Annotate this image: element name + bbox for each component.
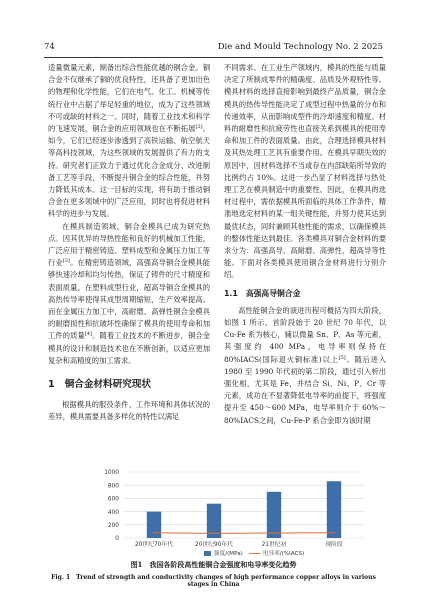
x-tick-label: 现阶段 [325,542,343,548]
running-header [44,42,383,56]
y-tick-label: 0 [115,536,119,543]
y-tick-label: 600 [107,496,119,503]
bar [267,492,281,538]
y-tick-label: 800 [107,483,119,490]
line-point [213,532,215,534]
y-tick-label: 200 [107,523,119,529]
figure-caption-cn: 图1 我国各阶段高性能铜合金强度和电导率变化趋势 [130,560,297,569]
figure-1 [44,468,383,558]
paragraph: 不同需求。在工业生产领域内，模具的性能与质量决定了所制成零件的精确度、品质及外观特性等。模具材料的选择直接影响到最终产品质量，铜合金模具的热传导性能决定了成型过程中热量的分布和传递效率，从而影响成型件的冷却速度和精度。材料的耐磨性和抗疲劳性也直接关系到模具的使用寿命和加工件的表面质量。由此，合理选择模具材料及其热处理工艺具有重要作用。在模具早期失效的原因中，因材料选择不当或存在内部缺陷所导致的比例约占 10%。这进一步凸显了材料选择与热处理工艺在模具制造中的重要性。因此，在模具的选材过程中，需依据模具所面临的具体工作条件，精准地选定材料的某一组关键性能，并努力使其达到最优状态，同时兼顾其他性能的需求，以确保模具的整体性能达到最佳。各类模具对铜合金材料的要求分为：高强高导、高耐磨、高弹性、超高导等性能。下面对各类模具使用铜合金材料进行分别介绍。 [224,63,386,280]
section-heading [48,379,210,391]
y-tick-label: 1000 [104,470,119,477]
paragraph: 高性能铜合金的演进历程可概括为四大阶段，如图 1 所示。首阶段始于 20 世纪 70 年代，以 Cu-Fe 系为核心，辅以微量 Sn、P、As 等元素，其强度约 400 MPa，电导率则保持在 80%IACS(国际退火铜标准)以上[5]。随后进入 1980 至 1990 年代初的第二阶段，通过引入析出强化相，尤其是 Fe，并结合 Si、Ni、P、Cr 等元素，成功在不显著降低电导率的前提下，将强度提升至 450～600 MPa，电导率则介于 60%～80%IACS之间，Cu-Fe-P 系合金即为该时期 [224,305,386,425]
paragraph: 在模具制造领域，铜合金模具已成为研究热点。因其优异的导热性能和良好的机械加工性能，广泛应用于精密铸造、塑料成型和金属压力加工等行业[3]。在精密铸造领域，高强高导铜合金模具能够快速冷却和均匀传热，保证了铸件的尺寸精度和表面质量。在塑料成型行业，超高导铜合金模具的高热传导率使得其成型周期缩短，生产效率提高。而在金属压力加工中，高耐磨、高弹性铜合金模具的耐磨损性和抗破坏性确保了模具的使用寿命和加工件的质量[4]。随着工业技术的不断进步，铜合金模具的设计和制造技术也在不断创新，以适应更加复杂和高精度的加工需求。 [48,221,211,365]
line-point [153,532,155,534]
subsection-title: 高强高导铜合金 [245,288,301,298]
x-tick-label: 20世纪70年代 [135,542,173,548]
figure-caption-en: Fig. 1 Trend of strength and conductivity changes of high performance copper alloys in various stages in China [51,574,376,588]
conductivity-line [154,533,334,534]
legend-swatch-bar [204,551,211,556]
subsection-number: 1.1 [224,288,238,298]
left-column [48,62,210,424]
y-tick-label: 400 [107,509,119,516]
page-number: 74 [44,42,55,52]
legend-label: 强度/(MPa) [214,551,243,557]
bar [147,512,161,538]
paragraph: 适量微量元素，制备出综合性能优越的铜合金。铜合金不仅继承了铜的优良特性，还具备了更加出色的物理和化学性能，它们在电气、化工、机械等传统行业中占据了举足轻重的地位，成为了这些领域不可或缺的材料之一。同时，随着工业技术和科学的飞速发展，铜合金的应用领域也在不断拓展[2]。如今，它们已经逐步渗透到了高铁运输、航空航天等高科技领域，为这些领域的发展提供了有力的支持。研究者们正致力于通过优化合金成分、改进制备工艺等手段，不断提升铜合金的综合性能，并努力降低其成本。这一目标的实现，将有助于推动铜合金在更多领域中的广泛应用，同时也将促进材料科学的进步与发展。 [48,63,211,219]
journal-name: Die and Mould Technology No. 2 2025 [217,42,383,52]
right-column [224,62,386,427]
paragraph: 根据模具的服役条件、工作环境和具体状况的差异，模具需要具备多样化的特性以满足 [48,400,210,422]
header-rule [44,57,383,58]
x-tick-label: 21世纪初 [261,542,287,548]
line-point [273,532,275,534]
bar [327,481,341,538]
legend-label: 电导率/(%IACS) [263,551,305,557]
section-number: 1 [48,379,55,391]
subsection-heading [224,288,386,300]
x-tick-label: 20世纪90年代 [195,542,233,548]
line-point [333,532,335,534]
strength-conductivity-chart [44,468,383,560]
section-title: 铜合金材料研究现状 [64,379,152,391]
